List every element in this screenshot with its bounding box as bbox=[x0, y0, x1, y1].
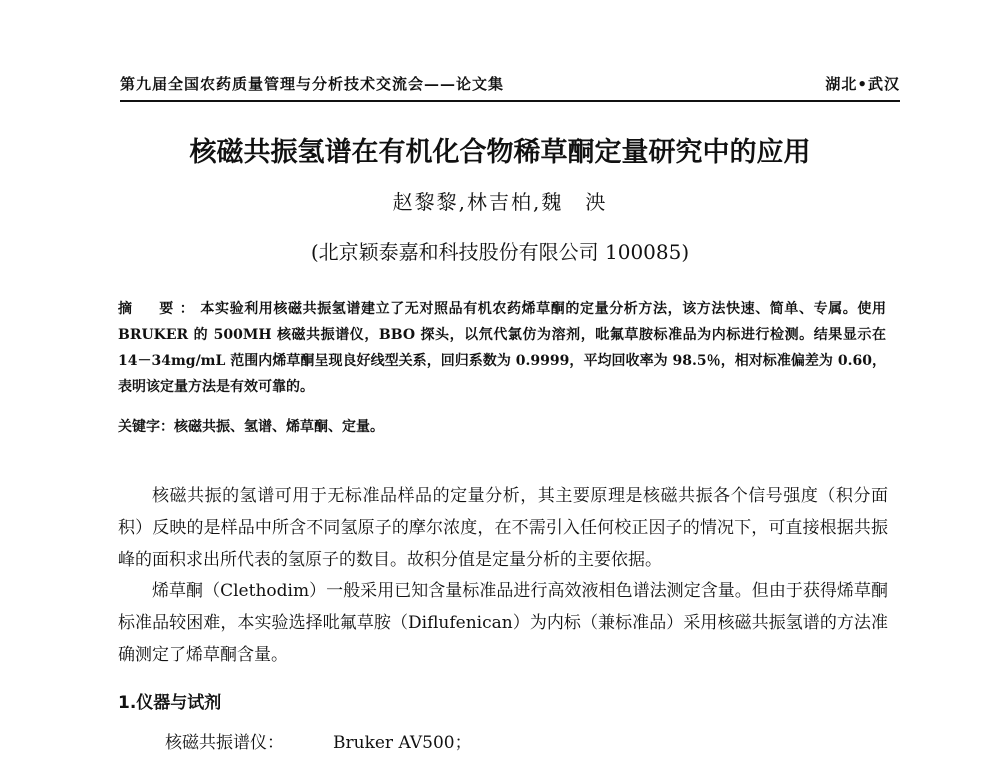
author-list: 赵黎黎,林吉柏,魏 泱 bbox=[392, 190, 608, 214]
keywords bbox=[118, 414, 886, 440]
abstract-text: 本实验利用核磁共振氢谱建立了无对照品有机农药烯草酮的定量分析方法，该方法快速、简单、专属。使用 BRUKER 的 500MH 核磁共振谱仪，BBO 探头，以氘代氯仿为溶剂，吡氟草胺标准品为内标进行检测。结果显示在 14－34mg/mL 范围内烯草酮呈现良好线型关系，回归系数为 0.9999，平均回收率为 98.5％，相对标准偏差为 0.60，表明该定量方法是有效可靠的。 bbox=[118, 301, 887, 395]
conference-name: 第九届全国农药质量管理与分析技术交流会——论文集 bbox=[120, 75, 505, 93]
body-paragraph-2: 烯草酮（Clethodim）一般采用已知含量标准品进行高效液相色谱法测定含量。但由于获得烯草酮标准品较困难，本实验选择吡氟草胺（Diflufenican）为内标（兼标准品）采用核磁共振氢谱的方法准确测定了烯草酮含量。 bbox=[118, 581, 888, 665]
abstract-label: 摘 要： bbox=[118, 301, 201, 317]
running-header bbox=[120, 60, 900, 102]
keywords-text: 核磁共振、氢谱、烯草酮、定量。 bbox=[174, 419, 384, 435]
body-paragraph-1: 核磁共振的氢谱可用于无标准品样品的定量分析，其主要原理是核磁共振各个信号强度（积分面积）反映的是样品中所含不同氢原子的摩尔浓度，在不需引入任何校正因子的情况下，可直接根据共振峰的面积求出所代表的氢原子的数目。故积分值是定量分析的主要依据。 bbox=[118, 486, 888, 570]
conference-location: 湖北•武汉 bbox=[825, 75, 900, 93]
paper-title: 核磁共振氢谱在有机化合物稀草酮定量研究中的应用 bbox=[189, 137, 811, 168]
section-heading-1: 1.仪器与试剂 bbox=[118, 693, 222, 713]
instrument-value: Bruker AV500； bbox=[333, 733, 472, 753]
keywords-label: 关键字： bbox=[118, 419, 174, 435]
abstract bbox=[118, 296, 886, 400]
affiliation: (北京颖泰嘉和科技股份有限公司 100085) bbox=[310, 240, 690, 264]
instrument-row bbox=[165, 728, 472, 753]
instrument-label: 核磁共振谱仪： bbox=[165, 733, 284, 753]
